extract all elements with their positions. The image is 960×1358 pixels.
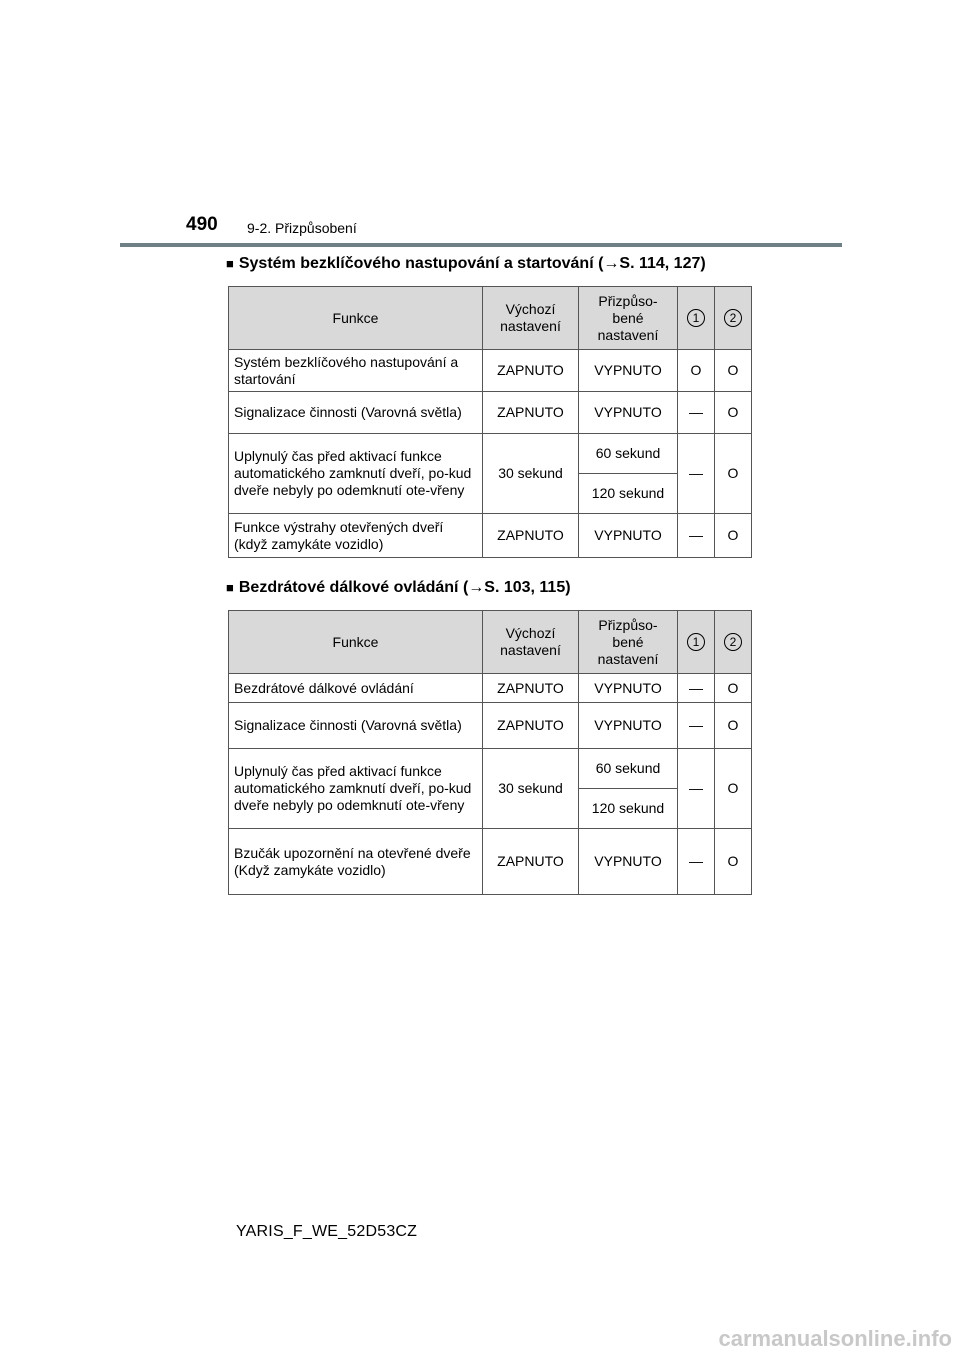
circled-number-icon: 1 (687, 309, 705, 327)
function-cell: Bzučák upozornění na otevřené dveře (Když zamykáte vozidlo) (229, 829, 483, 895)
settings-table (228, 286, 752, 558)
section-title: Systém bezklíčového nastupování a startování (→S. 114, 127) (238, 255, 706, 272)
column-header-mode-2 (715, 287, 752, 350)
column-header-default: Výchozí nastavení (483, 287, 579, 350)
square-bullet-icon: ■ (226, 580, 234, 595)
table-row (229, 350, 752, 392)
document-code: YARIS_F_WE_52D53CZ (236, 1223, 418, 1240)
mode-1-cell: — (678, 514, 715, 558)
table-header-row (229, 611, 752, 674)
column-header-function: Funkce (229, 611, 483, 674)
default-cell: ZAPNUTO (483, 829, 579, 895)
default-cell: ZAPNUTO (483, 674, 579, 703)
section-label: 9-2. Přizpůsobení (247, 220, 357, 236)
column-header-mode-1 (678, 611, 715, 674)
custom-cell: VYPNUTO (579, 674, 678, 703)
function-cell: Signalizace činnosti (Varovná světla) (229, 392, 483, 434)
header-rule (120, 243, 842, 247)
table-row (229, 829, 752, 895)
table-row (229, 434, 752, 474)
custom-cell: VYPNUTO (579, 350, 678, 392)
custom-cell: 60 sekund (579, 749, 678, 789)
column-header-function: Funkce (229, 287, 483, 350)
function-cell: Uplynulý čas před aktivací funkce automatického zamknutí dveří, po-kud dveře nebyly po odemknutí ote-vřeny (229, 749, 483, 829)
mode-1-cell: — (678, 703, 715, 749)
mode-2-cell: O (715, 749, 752, 829)
custom-cell: 120 sekund (579, 474, 678, 514)
mode-1-cell: O (678, 350, 715, 392)
function-cell: Bezdrátové dálkové ovládání (229, 674, 483, 703)
function-cell: Signalizace činnosti (Varovná světla) (229, 703, 483, 749)
settings-table (228, 610, 752, 895)
mode-2-cell: O (715, 829, 752, 895)
default-cell: 30 sekund (483, 749, 579, 829)
mode-1-cell: — (678, 829, 715, 895)
column-header-mode-2 (715, 611, 752, 674)
custom-cell: VYPNUTO (579, 703, 678, 749)
custom-cell: 60 sekund (579, 434, 678, 474)
mode-1-cell: — (678, 674, 715, 703)
table-row (229, 749, 752, 789)
default-cell: ZAPNUTO (483, 514, 579, 558)
custom-cell: VYPNUTO (579, 514, 678, 558)
circled-number-icon: 1 (687, 633, 705, 651)
square-bullet-icon: ■ (226, 256, 234, 271)
mode-1-cell: — (678, 392, 715, 434)
section-heading (226, 579, 571, 597)
function-cell: Uplynulý čas před aktivací funkce automatického zamknutí dveří, po-kud dveře nebyly po odemknutí ote-vřeny (229, 434, 483, 514)
mode-2-cell: O (715, 514, 752, 558)
default-cell: ZAPNUTO (483, 392, 579, 434)
mode-2-cell: O (715, 434, 752, 514)
function-cell: Funkce výstrahy otevřených dveří (když zamykáte vozidlo) (229, 514, 483, 558)
mode-2-cell: O (715, 674, 752, 703)
mode-1-cell: — (678, 749, 715, 829)
column-header-custom: Přizpůso-bené nastavení (579, 287, 678, 350)
column-header-custom: Přizpůso-bené nastavení (579, 611, 678, 674)
circled-number-icon: 2 (724, 309, 742, 327)
section-title: Bezdrátové dálkové ovládání (→S. 103, 115) (238, 579, 571, 596)
column-header-mode-1 (678, 287, 715, 350)
section-heading (226, 255, 706, 273)
table-row (229, 703, 752, 749)
custom-cell: VYPNUTO (579, 829, 678, 895)
mode-2-cell: O (715, 392, 752, 434)
mode-2-cell: O (715, 350, 752, 392)
mode-1-cell: — (678, 434, 715, 514)
custom-cell: 120 sekund (579, 789, 678, 829)
watermark: carmanualsonline.info (718, 1326, 952, 1351)
default-cell: 30 sekund (483, 434, 579, 514)
default-cell: ZAPNUTO (483, 350, 579, 392)
column-header-default: Výchozí nastavení (483, 611, 579, 674)
mode-2-cell: O (715, 703, 752, 749)
function-cell: Systém bezklíčového nastupování a startování (229, 350, 483, 392)
page-number: 490 (186, 214, 218, 235)
default-cell: ZAPNUTO (483, 703, 579, 749)
table-header-row (229, 287, 752, 350)
table-row (229, 674, 752, 703)
table-row (229, 392, 752, 434)
circled-number-icon: 2 (724, 633, 742, 651)
table-row (229, 514, 752, 558)
custom-cell: VYPNUTO (579, 392, 678, 434)
